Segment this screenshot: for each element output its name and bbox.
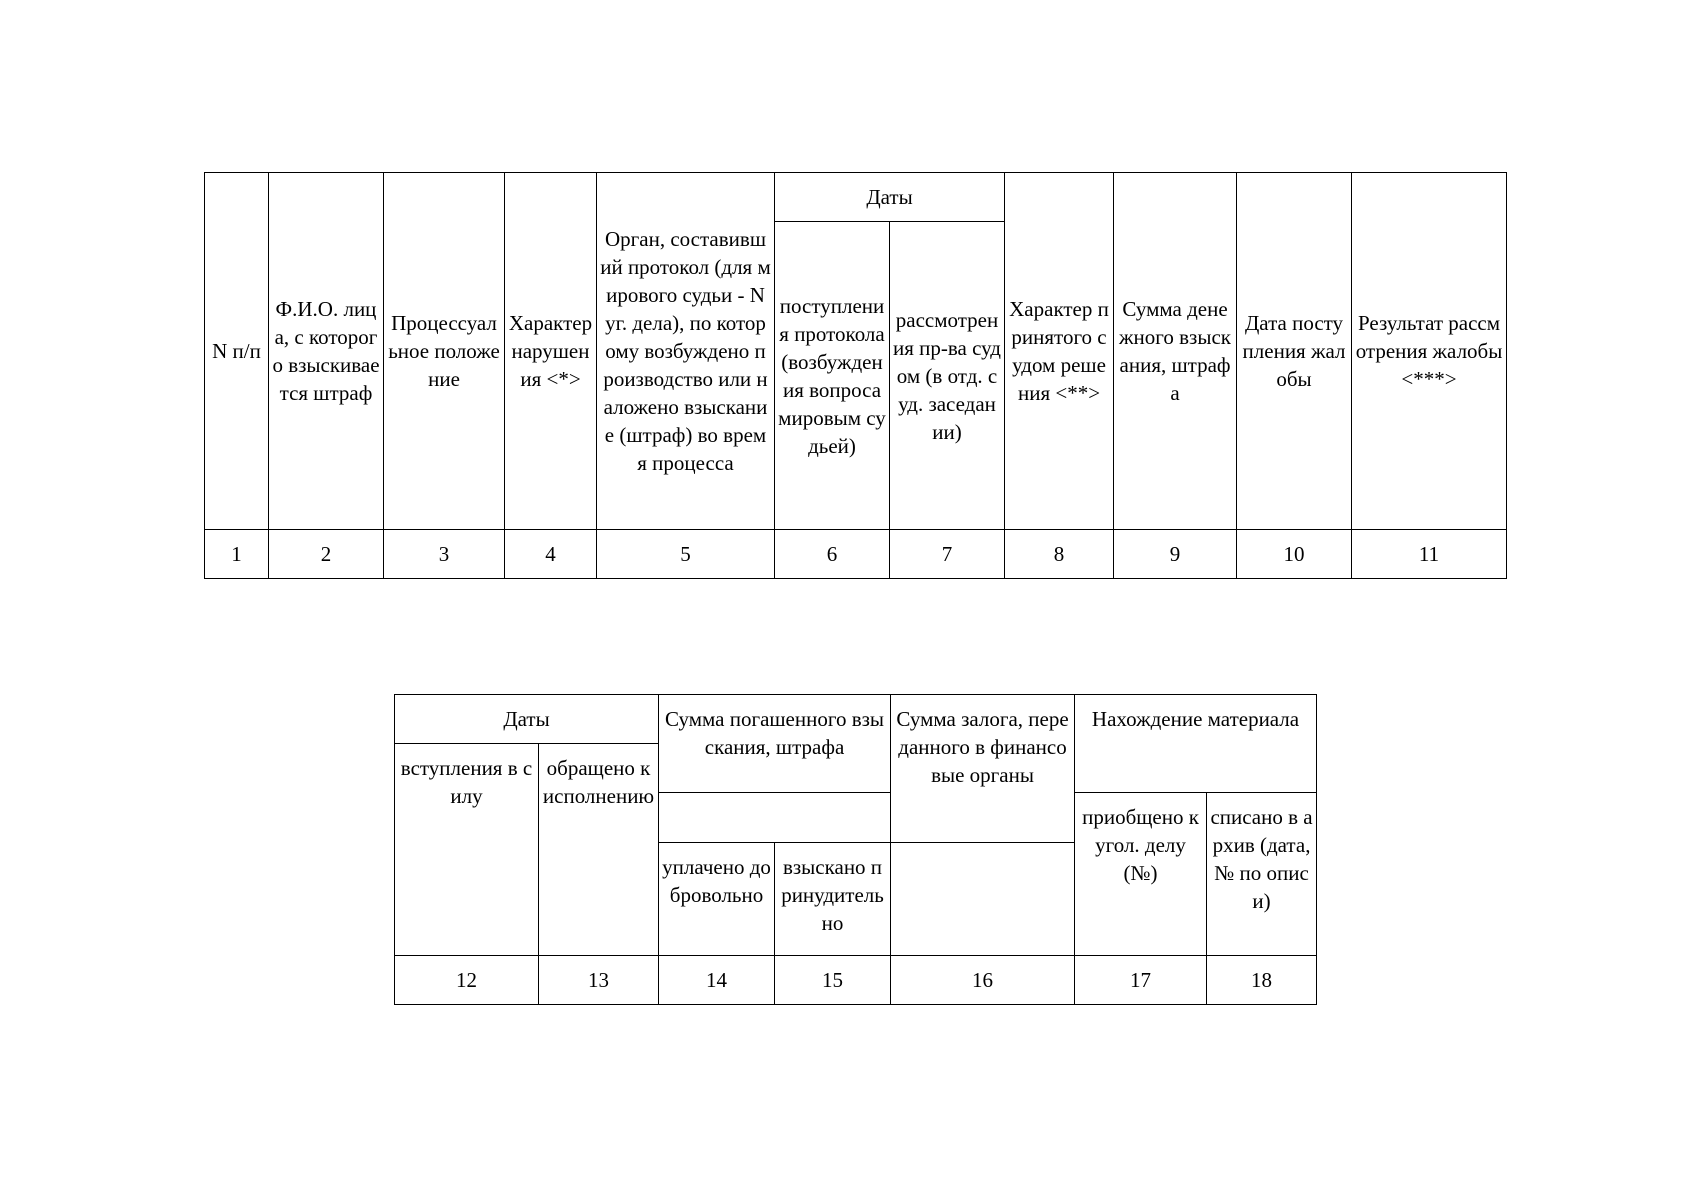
repaid-group-spacer xyxy=(659,793,891,843)
column-number: 5 xyxy=(597,530,775,579)
header-date-protocol-received: поступления протокола (возбуждения вопроса мировым судьей) xyxy=(775,222,890,530)
column-number: 11 xyxy=(1352,530,1507,579)
header-sent-for-execution: обращено к исполнению xyxy=(539,744,659,956)
header-fio: Ф.И.О. лица, с которого взыскивается штраф xyxy=(269,173,384,530)
register-table-continuation xyxy=(394,694,1317,1005)
register-table-main xyxy=(204,172,1507,579)
header-date-considered: рассмотрения пр-ва судом (в отд. суд. заседании) xyxy=(890,222,1005,530)
column-number: 13 xyxy=(539,956,659,1005)
column-number: 17 xyxy=(1075,956,1207,1005)
header-organ: Орган, составивший протокол (для мирового судьи - N уг. дела), по которому возбуждено производство или наложено взыскание (штраф) во время процесса xyxy=(597,173,775,530)
header-paid-voluntarily: уплачено добровольно xyxy=(659,843,775,956)
column-number: 15 xyxy=(775,956,891,1005)
column-number: 9 xyxy=(1114,530,1237,579)
column-number: 18 xyxy=(1207,956,1317,1005)
header-material-location-group: Нахождение материала xyxy=(1075,695,1317,793)
header-attached-to-case: приобщено к угол. делу (№) xyxy=(1075,793,1207,956)
column-number: 12 xyxy=(395,956,539,1005)
header-archived: списано в архив (дата, № по описи) xyxy=(1207,793,1317,956)
column-number-row-2 xyxy=(395,956,1317,1005)
header-complaint-result: Результат рассмотрения жалобы <***> xyxy=(1352,173,1507,530)
header-dates-group-2: Даты xyxy=(395,695,659,744)
header-repaid-group: Сумма погашенного взыскания, штрафа xyxy=(659,695,891,793)
header-complaint-date: Дата поступления жалобы xyxy=(1237,173,1352,530)
header-violation-nature: Характер нарушения <*> xyxy=(505,173,597,530)
column-number: 14 xyxy=(659,956,775,1005)
header-penalty-amount: Сумма денежного взыскания, штрафа xyxy=(1114,173,1237,530)
header-process-position: Процессуальное положение xyxy=(384,173,505,530)
column-number: 8 xyxy=(1005,530,1114,579)
bail-amount-spacer xyxy=(891,843,1075,956)
column-number: 10 xyxy=(1237,530,1352,579)
column-number: 4 xyxy=(505,530,597,579)
column-number: 6 xyxy=(775,530,890,579)
header-bail-amount: Сумма залога, переданного в финансовые органы xyxy=(891,695,1075,843)
column-number: 3 xyxy=(384,530,505,579)
header-effective-date: вступления в силу xyxy=(395,744,539,956)
header-collected-forcibly: взыскано принудительно xyxy=(775,843,891,956)
column-number: 2 xyxy=(269,530,384,579)
header-dates-group: Даты xyxy=(775,173,1005,222)
column-number: 16 xyxy=(891,956,1075,1005)
column-number: 1 xyxy=(205,530,269,579)
header-n-pp: N п/п xyxy=(205,173,269,530)
column-number-row xyxy=(205,530,1507,579)
header-decision-nature: Характер принятого судом решения <**> xyxy=(1005,173,1114,530)
column-number: 7 xyxy=(890,530,1005,579)
